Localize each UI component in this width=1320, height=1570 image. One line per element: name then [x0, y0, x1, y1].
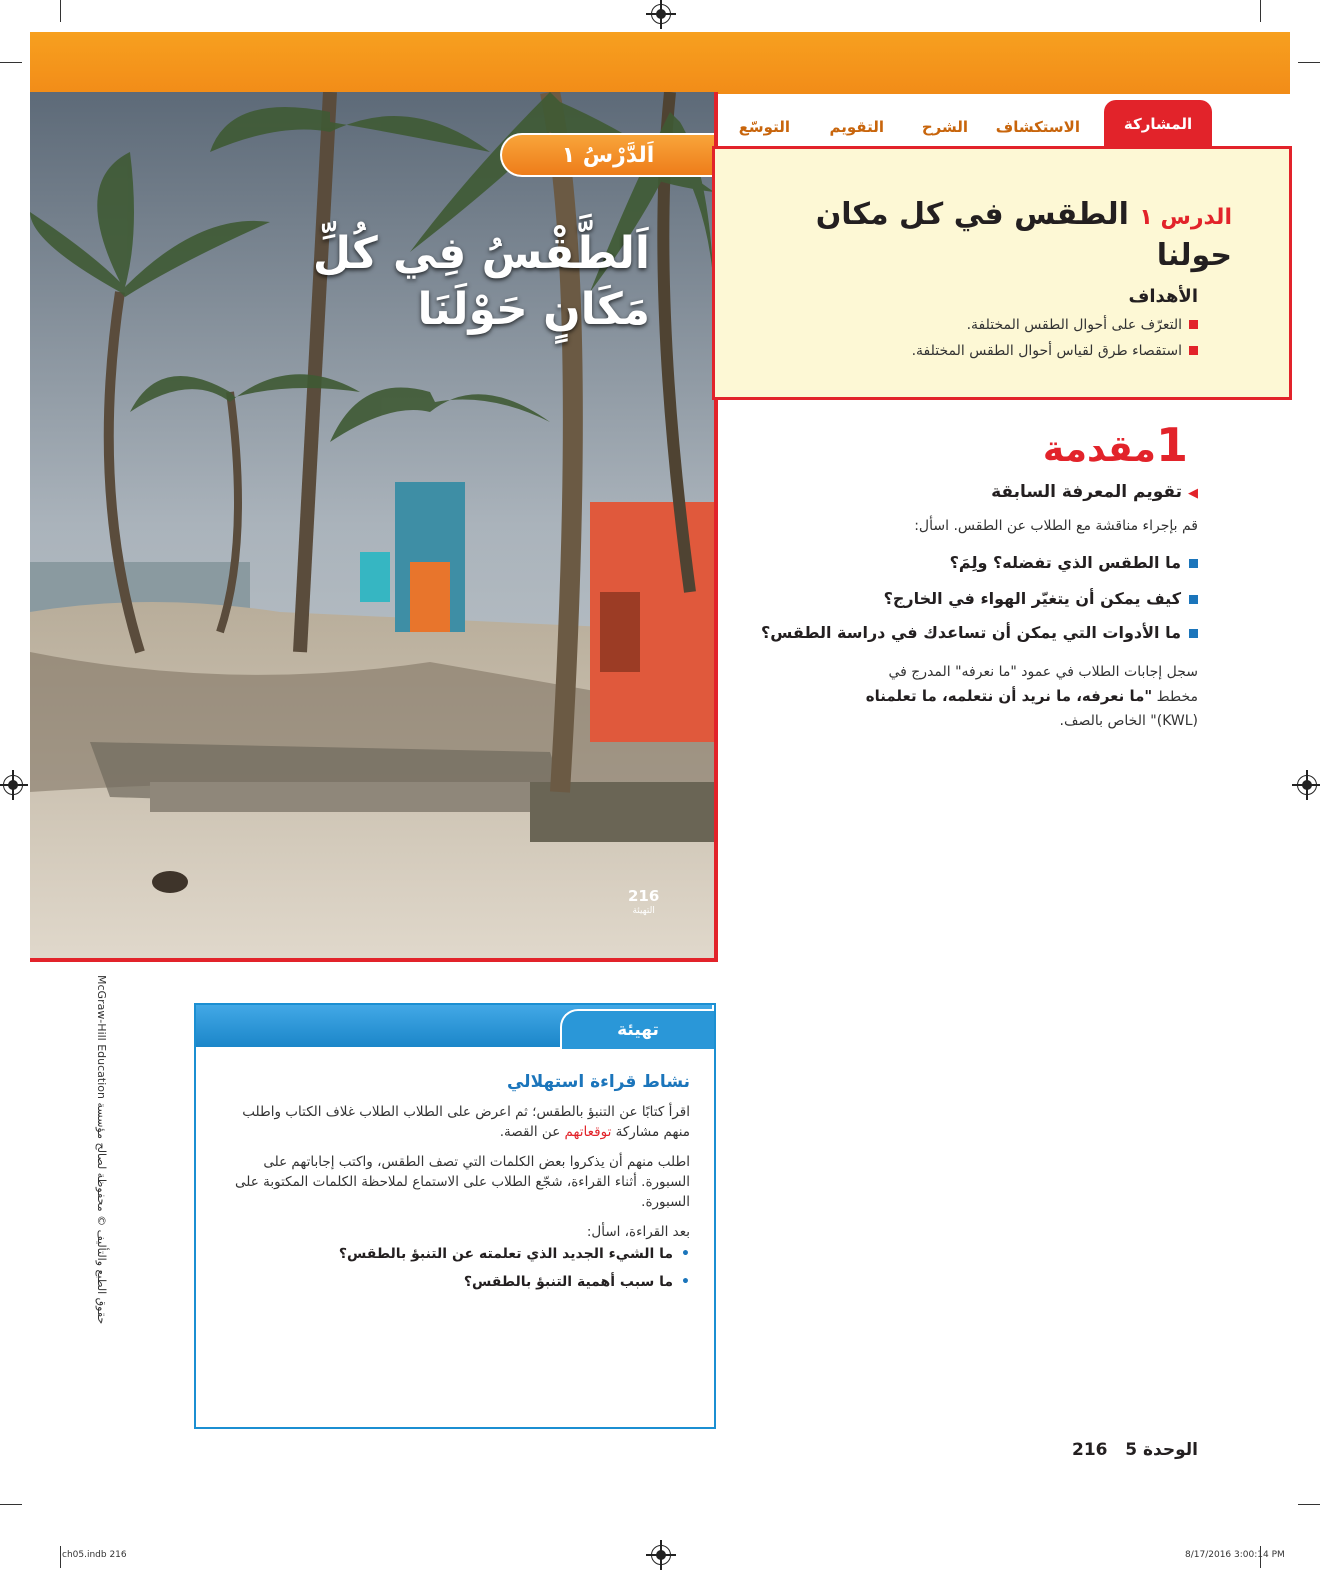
tab-explain[interactable]: الشرح [921, 118, 968, 136]
question-text: ما الأدوات التي يمكن أن تساعدك في دراسة الطقس؟ [760, 623, 1181, 642]
lesson-label-pill: اَلدَّرْسُ ١ [500, 133, 714, 177]
objective-item [912, 343, 1198, 359]
warmup-paragraph: اطلب منهم أن يذكروا بعض الكلمات التي تصف الطقس، واكتب إجاباتهم على السبورة. أثناء القراءة، شجّع الطلاب على الاستماع لملاحظة الكلمات المكتوبة على السبورة. [235, 1154, 690, 1210]
objective-item [967, 317, 1198, 333]
paragraph-text: عن القصة. [499, 1124, 565, 1140]
file-slug: ch05.indb 216 [62, 1550, 127, 1560]
question-text: ما الطقس الذي تفضله؟ ولِمَ؟ [949, 553, 1181, 572]
section-title: مقدمة [1042, 429, 1156, 470]
registration-mark-icon [651, 1545, 671, 1565]
prior-knowledge-text: قم بإجراء مناقشة مع الطلاب عن الطقس. اسأل: [914, 518, 1198, 534]
photo-title [250, 226, 650, 338]
crop-mark [0, 62, 22, 63]
kwl-line [798, 684, 1198, 709]
crop-mark [1298, 1504, 1320, 1505]
lesson-title-line2: حولنا [1156, 238, 1232, 273]
section-number: 1 [1155, 418, 1188, 472]
photo-title-line: مَكَانٍ حَوْلَنَا [417, 284, 650, 335]
crop-mark [1260, 0, 1261, 22]
photo-page-number [628, 889, 659, 919]
kwl-line: سجل إجابات الطلاب في عمود "ما نعرفه" المدرج في [888, 664, 1198, 680]
kwl-line: (KWL)" الخاص بالصف. [1059, 713, 1198, 729]
bullet-icon: • [681, 1274, 690, 1290]
date-slug: 8/17/2016 3:00:14 PM [1185, 1550, 1285, 1560]
bullet-icon [1189, 629, 1198, 638]
question-item [884, 589, 1198, 608]
registration-mark-icon [1297, 775, 1317, 795]
question-text: كيف يمكن أن يتغيّر الهواء في الخارج؟ [883, 589, 1181, 608]
page-number: 216 [1071, 1440, 1108, 1460]
question-text: ما سبب أهمية التنبؤ بالطقس؟ [463, 1274, 674, 1290]
copyright-text: McGraw-Hill Education حقوق الطبع والتأليف © محفوظة لصالح مؤسسة [95, 975, 108, 1325]
paragraph-text: اقرأ كتابًا عن التنبؤ بالطقس؛ ثم اعرض على الطلاب الطلاب غلاف الكتاب واطلب منهم مشاركة [242, 1104, 690, 1140]
header-band [30, 32, 1290, 94]
tab-extend[interactable]: التوسّع [738, 118, 790, 136]
warmup-paragraph: بعد القراءة، اسأل: [586, 1224, 690, 1240]
bullet-icon [1189, 595, 1198, 604]
objectives-title: الأهداف [1128, 286, 1198, 307]
unit-label: الوحدة 5 [1125, 1440, 1198, 1460]
arrow-left-icon: ◀ [1188, 486, 1198, 501]
lesson-tabs [716, 100, 1290, 146]
kwl-chart-name: "ما نعرفه، ما نريد أن نتعلمه، ما تعلمناه [865, 687, 1153, 705]
lesson-heading [752, 196, 1232, 275]
page-number: 216 [628, 887, 660, 905]
bullet-icon [1189, 346, 1198, 355]
objective-text: التعرّف على أحوال الطقس المختلفة. [966, 317, 1182, 333]
crop-mark [1298, 62, 1320, 63]
page-sub: التهيئة [632, 906, 655, 916]
bullet-icon [1189, 320, 1198, 329]
question-item [950, 553, 1198, 572]
tab-explore[interactable]: الاستكشاف [995, 118, 1080, 136]
bullet-icon: • [681, 1246, 690, 1262]
intro-heading [1043, 418, 1188, 472]
warmup-title: نشاط قراءة استهلالي [506, 1072, 690, 1092]
tab-engage[interactable]: المشاركة [1104, 100, 1212, 148]
warmup-question [464, 1274, 690, 1290]
question-text: ما الشيء الجديد الذي تعلمته عن التنبؤ بالطقس؟ [338, 1246, 674, 1262]
warmup-question [339, 1246, 690, 1262]
page-footer [1072, 1440, 1198, 1460]
kwl-text: مخطط [1152, 689, 1198, 705]
crop-mark [60, 1546, 61, 1568]
warmup-tab: تهيئة [560, 1009, 714, 1051]
registration-mark-icon [3, 775, 23, 795]
lesson-number-label: الدرس ١ [1139, 205, 1232, 230]
kwl-instructions [798, 660, 1198, 733]
prior-knowledge-title [991, 482, 1198, 502]
crop-mark [60, 0, 61, 22]
cover-photo [30, 92, 718, 962]
warmup-box [194, 1003, 716, 1429]
lesson-title: الطقس في كل مكان [815, 197, 1129, 232]
question-item [761, 623, 1198, 642]
crop-mark [0, 1504, 22, 1505]
highlight-term: توقعاتهم [564, 1124, 612, 1140]
tab-evaluate[interactable]: التقويم [829, 118, 884, 136]
warmup-paragraph [220, 1102, 690, 1142]
prior-title-text: تقويم المعرفة السابقة [991, 482, 1182, 502]
registration-mark-icon [651, 4, 671, 24]
photo-title-line: اَلطَّقْسُ فِي كُلِّ [312, 228, 650, 279]
bullet-icon [1189, 559, 1198, 568]
objective-text: استقصاء طرق لقياس أحوال الطقس المختلفة. [911, 343, 1182, 359]
